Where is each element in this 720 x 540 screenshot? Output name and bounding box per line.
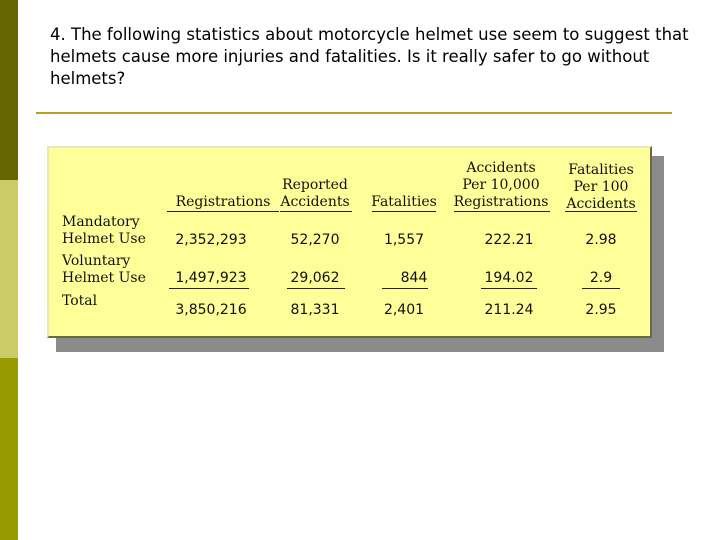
- header-underline: [372, 211, 436, 212]
- cell-fatalities: 844: [400, 270, 428, 286]
- header-registrations: Registrations: [175, 194, 271, 210]
- header-per100-line1: Fatalities: [568, 162, 634, 178]
- header-underline: [167, 211, 279, 212]
- header-fatalities: Fatalities: [371, 194, 437, 210]
- header-reported-line2: Accidents: [280, 194, 350, 210]
- cell-accidents-per-10000: 211.24: [484, 302, 534, 318]
- row-label-voluntary-line2: Helmet Use: [62, 270, 146, 286]
- row-label-total: Total: [62, 293, 98, 309]
- row-label-mandatory-line2: Helmet Use: [62, 231, 146, 247]
- total-underline: [287, 288, 345, 289]
- cell-fatalities-per-100: 2.95: [585, 302, 617, 318]
- cell-registrations: 3,850,216: [175, 302, 247, 318]
- total-underline: [169, 288, 249, 289]
- cell-reported-accidents: 52,270: [290, 232, 340, 248]
- total-underline: [582, 288, 620, 289]
- header-underline: [454, 211, 550, 212]
- statistics-table: [47, 146, 652, 338]
- cell-fatalities: 2,401: [383, 302, 425, 318]
- question-text: 4. The following statistics about motorcycle helmet use seem to suggest that helmets cause more injuries and fatalities. Is it really safer to go without helmets?: [50, 25, 689, 88]
- cell-fatalities: 1,557: [383, 232, 425, 248]
- header-per10000-line1: Accidents: [466, 160, 536, 176]
- cell-registrations: 2,352,293: [175, 232, 247, 248]
- header-reported-line1: Reported: [282, 177, 348, 193]
- header-per100-line3: Accidents: [566, 196, 636, 212]
- cell-accidents-per-10000: 194.02: [484, 270, 534, 286]
- side-band-middle: [0, 180, 18, 358]
- side-band-bottom: [0, 358, 18, 540]
- cell-accidents-per-10000: 222.21: [484, 232, 534, 248]
- header-underline: [565, 211, 637, 212]
- total-underline: [481, 288, 537, 289]
- cell-reported-accidents: 29,062: [290, 270, 340, 286]
- header-per10000-line2: Per 10,000: [462, 177, 540, 193]
- header-per10000-line3: Registrations: [453, 194, 549, 210]
- header-per100-line2: Per 100: [573, 179, 629, 195]
- cell-fatalities-per-100: 2.98: [585, 232, 617, 248]
- divider-rule: [36, 112, 672, 114]
- side-band-top: [0, 0, 18, 180]
- row-label-mandatory-line1: Mandatory: [62, 214, 140, 230]
- header-underline: [280, 211, 352, 212]
- row-label-voluntary-line1: Voluntary: [62, 253, 131, 269]
- cell-fatalities-per-100: 2.9: [589, 270, 613, 286]
- cell-reported-accidents: 81,331: [290, 302, 340, 318]
- cell-registrations: 1,497,923: [175, 270, 247, 286]
- total-underline: [382, 288, 428, 289]
